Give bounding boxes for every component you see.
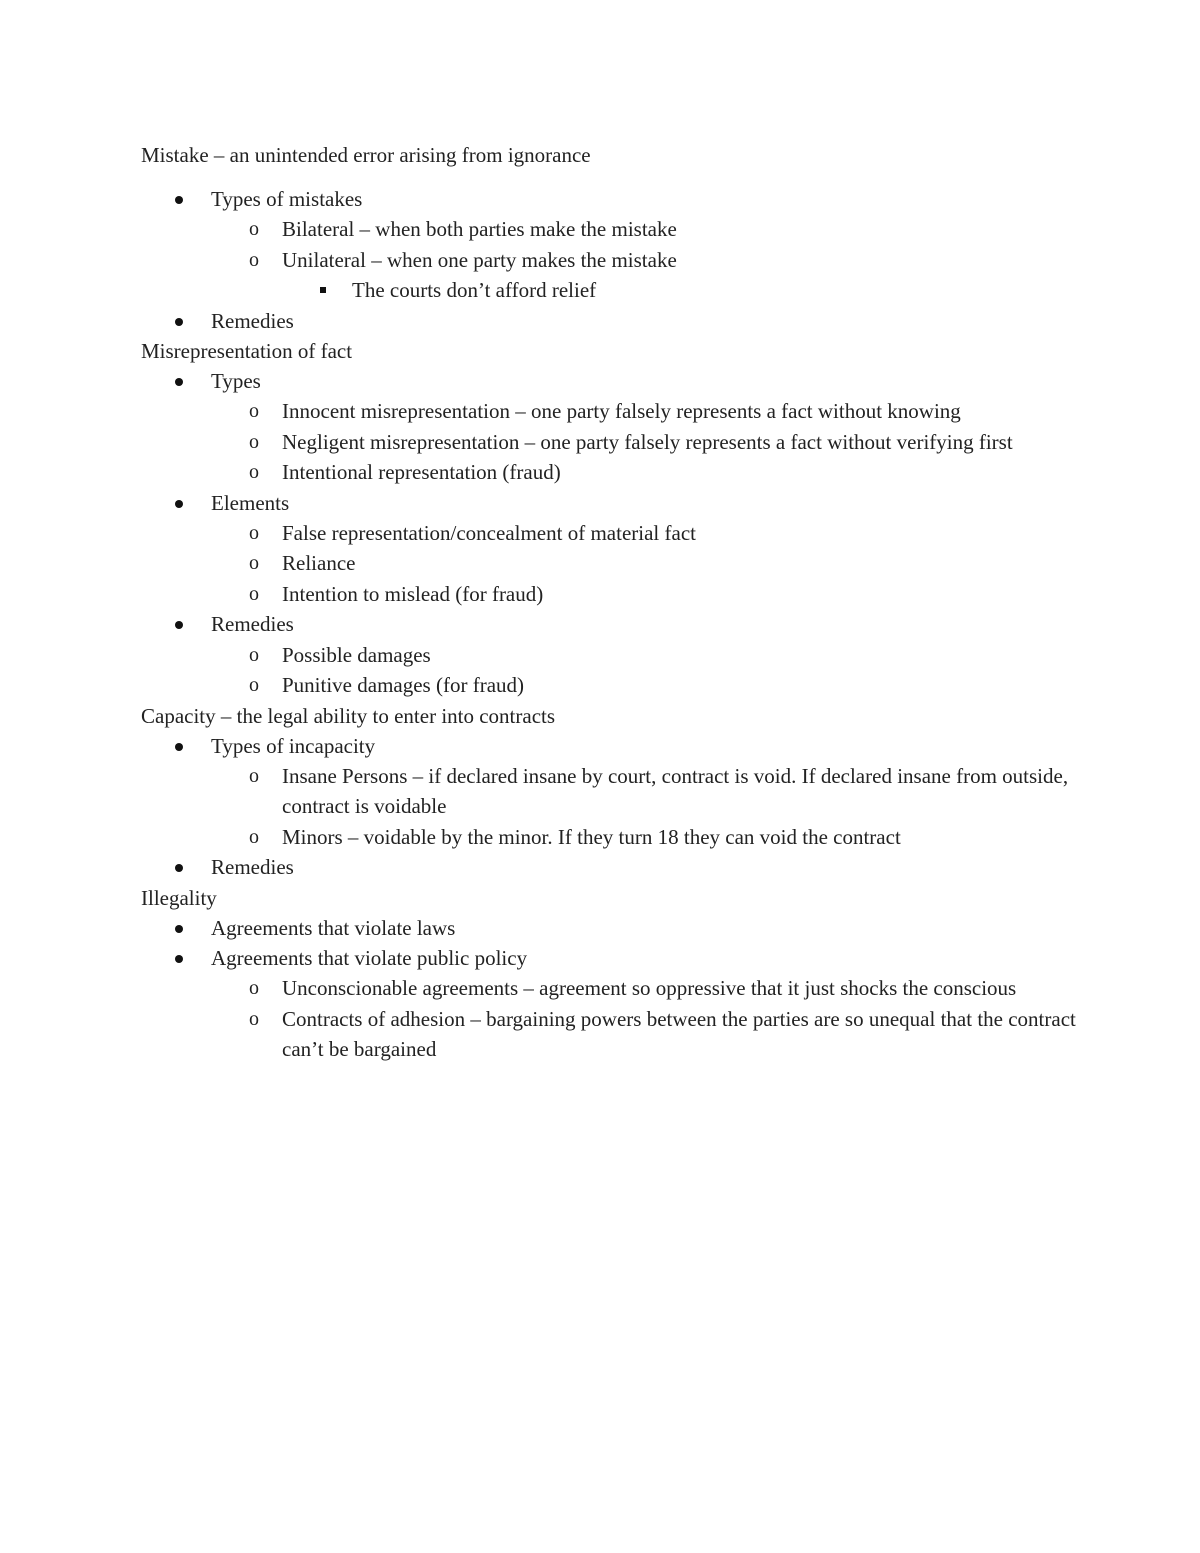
sub-bullet-item: o False representation/concealment of material fact [249,521,696,546]
bullet-text: Agreements that violate public policy [211,945,528,970]
sub-bullet-item: o Punitive damages (for fraud) [249,673,525,698]
bullet-text: Possible damages [282,642,431,667]
sub-sub-bullet-item [141,275,1081,305]
bullet-text: The courts don’t afford relief [352,278,597,303]
bullet-text: Agreements that violate laws [211,915,456,940]
document-body [141,140,1081,1065]
section-heading: Capacity – the legal ability to enter into contracts [141,703,556,728]
sub-bullet-item: o Unilateral – when one party makes the mistake [249,247,677,272]
bullet-item [141,184,1081,214]
bullet-text: Remedies [211,308,294,333]
bullet-text: Contracts of adhesion – bargaining powers between the parties are so unequal that the contract can’t be bargained [282,1006,1076,1062]
bullet-item [141,731,1081,761]
sub-bullet-item: o Insane Persons – if declared insane by court, contract is void. If declared insane from outside, contract is voidable [249,763,1069,819]
bullet-text: Types of mistakes [211,187,363,211]
section-heading: Mistake – an unintended error arising from ignorance [141,143,591,167]
bullet-item [141,306,1081,336]
bullet-text: Insane Persons – if declared insane by court, contract is void. If declared insane from outside, contract is voidable [282,763,1069,819]
bullet-text: Remedies [211,612,294,637]
bullet-item [141,488,1081,518]
sub-bullet-item: o Unconscionable agreements – agreement so oppressive that it just shocks the conscious [249,976,1017,1001]
sub-bullet-item: o Negligent misrepresentation – one party falsely represents a fact without verifying first [249,429,1013,454]
sub-bullet-item: o Contracts of adhesion – bargaining powers between the parties are so unequal that the contract can’t be bargained [249,1006,1076,1062]
sub-bullet-item: o Intention to mislead (for fraud) [249,581,544,606]
bullet-text: Minors – voidable by the minor. If they turn 18 they can void the contract [282,824,901,849]
sub-bullet-item: o Minors – voidable by the minor. If they turn 18 they can void the contract [249,824,901,849]
bullet-text: Innocent misrepresentation – one party falsely represents a fact without knowing [282,399,961,424]
bullet-text: Punitive damages (for fraud) [282,673,525,698]
sub-bullet-item: o Bilateral – when both parties make the mistake [249,217,677,242]
bullet-item [141,609,1081,639]
sub-bullet-item: o Reliance [249,551,356,576]
bullet-text: Reliance [282,551,356,576]
bullet-text: Types of incapacity [211,733,376,758]
bullet-item [141,852,1081,882]
bullet-text: Elements [211,490,290,515]
bullet-text: Intentional representation (fraud) [282,460,561,485]
bullet-item [141,366,1081,396]
bullet-text: Intention to mislead (for fraud) [282,581,544,606]
sub-bullet-item: o Innocent misrepresentation – one party falsely represents a fact without knowing [249,399,961,424]
bullet-text: Remedies [211,855,294,880]
section-heading: Illegality [141,885,217,910]
bullet-text: False representation/concealment of material fact [282,521,696,546]
bullet-item [141,943,1081,973]
bullet-item [141,913,1081,943]
section-heading: Misrepresentation of fact [141,339,353,364]
bullet-text: Unilateral – when one party makes the mistake [282,247,677,272]
bullet-text: Bilateral – when both parties make the mistake [282,217,677,242]
sub-bullet-item: o Intentional representation (fraud) [249,460,561,485]
bullet-text: Negligent misrepresentation – one party falsely represents a fact without verifying first [282,429,1013,454]
bullet-text: Unconscionable agreements – agreement so oppressive that it just shocks the conscious [282,976,1017,1001]
sub-bullet-item: o Possible damages [249,642,431,667]
bullet-text: Types [211,369,261,394]
